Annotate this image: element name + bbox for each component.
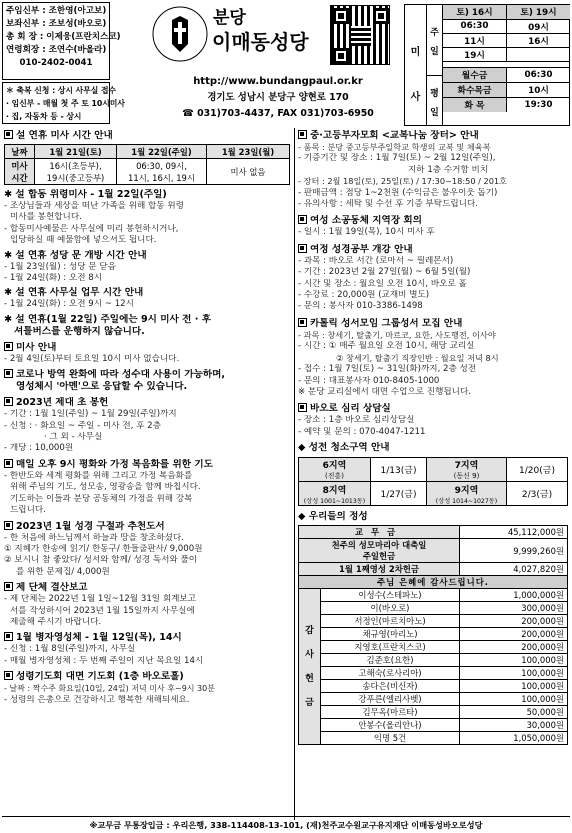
table-header: 날짜: [5, 145, 35, 159]
text-line: - 개당 : 10,000원: [4, 443, 74, 454]
donor-amount: 50,000원: [460, 706, 568, 719]
text-line: - 과목 : 바오로 서간 (로마서 ~ 필레몬서): [298, 255, 454, 266]
table-cell: 16시(초등부), 19시(중고등부): [35, 159, 117, 185]
checkbox-icon: [298, 318, 307, 327]
text-line: - 날짜 : 짝수주 화요일(10일, 24일) 저녁 미사 후~9시 30분: [4, 684, 215, 694]
table-header: 1월 22일(주일): [117, 145, 207, 159]
weekday-days: 화수목금: [443, 82, 507, 97]
text-line: - 한반도와 세계 평화를 위해 그리고 가정 복음화를: [4, 470, 193, 481]
mass-time: [507, 47, 571, 61]
area-cell: 7지역 (동신 9): [427, 458, 507, 482]
donor-amount: 200,000원: [460, 615, 568, 628]
section-title: 카톨릭 성서모임 그룹성서 모집 안내: [298, 318, 570, 330]
footer-rule: [2, 816, 570, 817]
donor-amount: 100,000원: [460, 654, 568, 667]
text-line: - 신청 : 1월 8일(주일)까지, 사무실: [4, 644, 136, 655]
finance-label: 천주의 성모마리아 대축일 주일헌금: [299, 539, 460, 563]
section-title: 매일 오후 9시 평화와 가정 복음화를 위한 기도: [4, 459, 292, 471]
text-line: 미사를 봉헌합니다.: [10, 212, 82, 223]
section-title: 성령기도회 대면 기도회 (1층 바오로홀): [4, 671, 292, 683]
bullet-icon: ✱: [4, 249, 16, 261]
date-cell: 1/13(금): [371, 458, 427, 482]
left-column: [4, 130, 292, 706]
donor-name: 안봉수(올리안나): [321, 719, 460, 732]
section-title: 미사 안내: [4, 342, 292, 354]
text-line: ② 보시니 참 좋았다/ 성서와 함께/ 성경 독서와 풀이: [4, 555, 198, 566]
finance-amount: 9,999,260원: [460, 539, 568, 563]
section-title: 중·고등부자모회 <교복나눔 장터> 안내: [298, 130, 570, 142]
text-line: - 장터 : 2월 18일(토), 25일(토) / 17:30~18:50 / 201호: [298, 176, 508, 187]
text-line: - 접수 : 1월 7일(토) ~ 31일(화)까지, 2층 성전: [298, 364, 477, 375]
mass-time: 19시: [443, 47, 507, 61]
text-line: - 문의 : 봉사자 010-3386-1498: [298, 301, 423, 312]
right-column: [298, 130, 570, 745]
footer-bank-info: ※교무금 무통장입금 : 우리은행, 338-114408-13-101, (재)천주교수원교구유지재단 이매동성바오로성당: [89, 820, 483, 830]
text-line: - 성령의 은총으로 건강하시고 행복한 새해되세요.: [4, 694, 190, 705]
checkbox-icon: [4, 342, 13, 351]
mass-time: 10시: [507, 82, 571, 97]
notice-box: [2, 82, 125, 124]
donor-name: 익명 5건: [321, 732, 460, 745]
mass-label: 사: [410, 92, 421, 103]
column-divider: [294, 128, 295, 820]
weekday-label: 평: [430, 89, 439, 99]
donor-name: 이(바오로): [321, 602, 460, 615]
text-line: 지하 1층 수거함 비치: [408, 164, 489, 175]
finance-label: 1월 1째영성 2차헌금: [299, 563, 460, 576]
text-line: - 신청 : · 화요일 ~ 주일 - 미사 전, 후 2층: [4, 420, 161, 431]
text-line: - 시간 및 장소 : 월요일 오전 10시, 바오로 홀: [298, 278, 467, 289]
mass-time: 19:30: [507, 97, 571, 112]
sat-col-1: 토) 16시: [443, 5, 507, 19]
text-line: 를 위한 문제집/ 4,000원: [16, 566, 110, 577]
text-line: - 1월 24일(화) : 오전 8시: [4, 273, 103, 284]
weekday-days: 화 목: [443, 97, 507, 112]
mass-time: 09시: [507, 19, 571, 33]
area-cell: 9지역 (상성 1014~1027동): [427, 482, 507, 506]
mass-time: 06:30: [443, 19, 507, 33]
staff-line: 주임신부 : 조한영(아고보): [6, 6, 107, 16]
section-title: 1월 병자영성체 - 1월 12일(목), 14시: [4, 632, 292, 644]
weekday-label: 일: [430, 108, 439, 118]
section-title: 제 단체 결산보고: [4, 582, 292, 594]
donor-name: 지영호(프란치스코): [321, 641, 460, 654]
donor-amount: 300,000원: [460, 602, 568, 615]
text-line: - 매월 병자영성체 : 두 번째 주일이 지난 목요일 14시: [4, 655, 204, 666]
text-line: - 1월 24일(화) : 오전 9시 ~ 12시: [4, 299, 134, 310]
area-cell: 6지역 (진흥): [299, 458, 371, 482]
section-title: ✱ 설 연휴 사무실 업무 시간 안내: [4, 287, 144, 299]
notice-line: · 집, 자동차 등 - 상시: [6, 112, 82, 121]
text-line: - 기간 : 2023년 2월 27일(월) ~ 6월 5일(월): [298, 267, 471, 278]
text-line: ① 지혜가 한송에 읽기/ 한동구/ 한들출판사/ 9,000원: [4, 543, 203, 554]
checkbox-icon: [298, 244, 307, 253]
diamond-icon: ◆: [298, 511, 309, 523]
text-line: ② 창세기, 탈출기 직장인반 : 월요일 저녁 8시: [336, 352, 499, 363]
date-cell: 1/20(금): [507, 458, 568, 482]
donor-amount: 200,000원: [460, 641, 568, 654]
text-line: ※ 분당 교리실에서 대면 수업으로 진행됩니다.: [298, 386, 472, 397]
text-line: - 제 단체는 2022년 1월 1일~12월 31일 회계보고: [4, 594, 197, 605]
section-title: 여정 성경공부 개강 안내: [298, 244, 570, 256]
row-label: 미사 시간: [5, 159, 35, 185]
donor-name: 김무옥(마르타): [321, 706, 460, 719]
staff-line: 보좌신부 : 조보성(바오로): [6, 19, 107, 29]
bullet-icon: ✱: [4, 313, 16, 325]
table-header: 1월 21일(토): [35, 145, 117, 159]
sunday-label: 주: [430, 28, 439, 38]
donor-amount: 200,000원: [460, 628, 568, 641]
staff-line: 총 회 장 : 이제웅(프란치스코): [6, 32, 121, 42]
text-line: - 한 처음에 하느님께서 하늘과 땅을 창조하셨다.: [4, 532, 184, 543]
logo-title-2: 이매동성당: [212, 30, 309, 54]
text-line: 기도하는 이들과 분당 공동체의 가정을 위해 강복: [10, 493, 193, 504]
sunday-label: 일: [430, 47, 439, 57]
checkbox-icon: [4, 369, 13, 378]
section-title: 바오로 심리 상담실: [298, 403, 570, 415]
notice-line: ＊ 축복 신청 : 상시 사무실 접수: [6, 86, 117, 95]
mass-time: 16시: [507, 33, 571, 47]
section-title: ◆ 성전 청소구역 안내: [298, 442, 390, 454]
checkbox-icon: [4, 459, 13, 468]
text-line: - 1월 23일(월) : 성당 문 닫음: [4, 261, 116, 272]
finance-amount: 4,027,820원: [460, 563, 568, 576]
donor-name: 이성수(스테파노): [321, 589, 460, 602]
mass-schedule: [404, 4, 570, 126]
section-title: ✱ 설 연휴 성당 문 개방 시간 안내: [4, 249, 147, 261]
checkbox-icon: [4, 632, 13, 641]
donor-amount: 30,000원: [460, 719, 568, 732]
text-line: - 유의사항 : 세탁 및 수선 후 기증 부탁드립니다.: [298, 199, 479, 210]
finance-table: [298, 525, 568, 745]
address: 경기도 성남시 분당구 양현로 170: [207, 92, 349, 103]
section-title: ✱ 설 연휴(1월 22일) 주일에는 9시 미사 전 · 후: [4, 313, 211, 325]
notice-line: · 임신부 - 매월 첫 주 토 10시미사: [6, 99, 125, 108]
finance-label: 교무금: [299, 526, 460, 539]
section-title: 코로나 방역 완화에 따라 성수대 사용이 가능하며,: [4, 369, 292, 381]
text-line: · 그 외 - 사무실: [44, 432, 103, 443]
text-line: - 예약 및 문의 : 070-4047-1211: [298, 426, 426, 437]
bullet-icon: ✱: [4, 189, 16, 200]
text-line: - 품목 : 분당 중고등부주일학교 학생의 교복 및 체육복: [298, 142, 491, 152]
text-line: - 판매금액 : 점당 1~2천원 (수익금은 불우이웃 돕기): [298, 187, 498, 198]
donor-amount: 1,050,000원: [460, 732, 568, 745]
section-title: 2023년 1월 성경 구절과 추천도서: [4, 521, 292, 533]
holiday-mass-table: [4, 144, 290, 185]
weekday-days: 월수금: [443, 67, 507, 82]
section-title: 영성체시 '아멘'으로 응답할 수 있습니다.: [16, 381, 188, 393]
text-line: - 기간 : 1월 1일(주일) ~ 1월 29일(주일)까지: [4, 409, 177, 420]
section-title: 2023년 제대 초 봉헌: [4, 397, 292, 409]
text-line: - 장소 : 1층 바오로 심리상담실: [298, 415, 415, 426]
table-header: 1월 23일(월): [207, 145, 290, 159]
staff-box: [2, 2, 121, 80]
area-cell: 8지역 (상성 1001~1013동): [299, 482, 371, 506]
date-cell: 1/27(금): [371, 482, 427, 506]
cleaning-table: [298, 457, 568, 506]
text-line: 입당하실 때 예물함에 넣으셔도 됩니다.: [10, 235, 157, 246]
checkbox-icon: [4, 671, 13, 680]
bullet-icon: ✱: [4, 287, 16, 299]
table-cell: 미사 없음: [207, 159, 290, 185]
thanks-banner: 주님 은혜에 감사드립니다.: [299, 576, 568, 589]
donor-name: 서정인(마르치아노): [321, 615, 460, 628]
donor-name: 고해숙(로사리아): [321, 667, 460, 680]
donor-amount: 100,000원: [460, 680, 568, 693]
text-line: - 2월 4일(토)부터 토요일 10시 미사 없습니다.: [4, 353, 180, 364]
diamond-icon: ◆: [298, 442, 309, 454]
section-title: ◆ 우리들의 정성: [298, 511, 368, 523]
checkbox-icon: [4, 521, 13, 530]
section-title: 셔틀버스를 운행하지 않습니다.: [14, 325, 145, 337]
section-title: 설 연휴 미사 시간 안내: [4, 130, 292, 142]
text-line: 드립니다.: [10, 505, 46, 516]
qr-code-icon: [330, 5, 390, 65]
checkbox-icon: [4, 130, 13, 139]
checkbox-icon: [4, 397, 13, 406]
section-title: 여성 소공동체 지역장 회의: [298, 215, 570, 227]
sat-col-2: 토) 19시: [507, 5, 571, 19]
donor-name: 김준호(요한): [321, 654, 460, 667]
website-url[interactable]: http://www.bundangpaul.or.kr: [193, 76, 363, 87]
donor-name: 채규영(마리노): [321, 628, 460, 641]
finance-amount: 45,112,000원: [460, 526, 568, 539]
checkbox-icon: [4, 582, 13, 591]
text-line: - 과목 : 창세기, 탈출기, 마르코, 요한, 사도행전, 이사야: [298, 329, 496, 340]
text-line: - 일시 : 1월 19일(목), 10시 미사 후: [298, 227, 435, 238]
donor-amount: 1,000,000원: [460, 589, 568, 602]
donor-amount: 100,000원: [460, 693, 568, 706]
text-line: - 기증기간 및 장소 : 1월 7일(토) ~ 2월 12일(주일),: [298, 153, 496, 164]
mass-time: 11시: [443, 33, 507, 47]
mass-time: 06:30: [507, 67, 571, 82]
mass-label: 미: [410, 47, 421, 58]
checkbox-icon: [298, 130, 307, 139]
phone-fax: ☎ 031)703-4437, FAX 031)703-6950: [182, 108, 374, 119]
text-line: 서를 작성하시어 2023년 1월 15일까지 사무실에: [10, 605, 195, 616]
donation-side-label: 감 사 헌 금: [299, 589, 321, 745]
text-line: - 조상님들과 세상을 떠난 가족을 위해 합동 위령: [4, 201, 184, 211]
checkbox-icon: [298, 403, 307, 412]
checkbox-icon: [298, 215, 307, 224]
text-line: 위해 주님의 기도, 성모송, 영광송을 함께 바칩시다.: [10, 482, 201, 493]
staff-line: 연령회장 : 조연수(바올라): [6, 45, 107, 55]
text-line: - 합동미사예물은 사무실에 미리 봉헌하시거나,: [4, 223, 179, 234]
section-title: ✱ 설 합동 위령미사 - 1월 22일(주일): [4, 189, 167, 200]
text-line: 제출해 주시기 바랍니다.: [10, 616, 102, 627]
donor-name: 송다은(비신자): [321, 680, 460, 693]
date-cell: 2/3(금): [507, 482, 568, 506]
logo-title-1: 분당: [213, 8, 246, 28]
text-line: - 수강료 : 20,000원 (교재비 별도): [298, 290, 430, 301]
donor-name: 강푸른(엘리사벳): [321, 693, 460, 706]
text-line: - 시간 : ① 매주 월요일 오전 10시, 해당 교리실: [298, 341, 475, 352]
donor-amount: 100,000원: [460, 667, 568, 680]
church-logo: [150, 4, 210, 64]
table-cell: 06:30, 09시, 11시, 16시, 19시: [117, 159, 207, 185]
text-line: - 문의 : 대표봉사자 010-8405-1000: [298, 375, 440, 386]
staff-phone: 010-2402-0041: [19, 58, 93, 68]
